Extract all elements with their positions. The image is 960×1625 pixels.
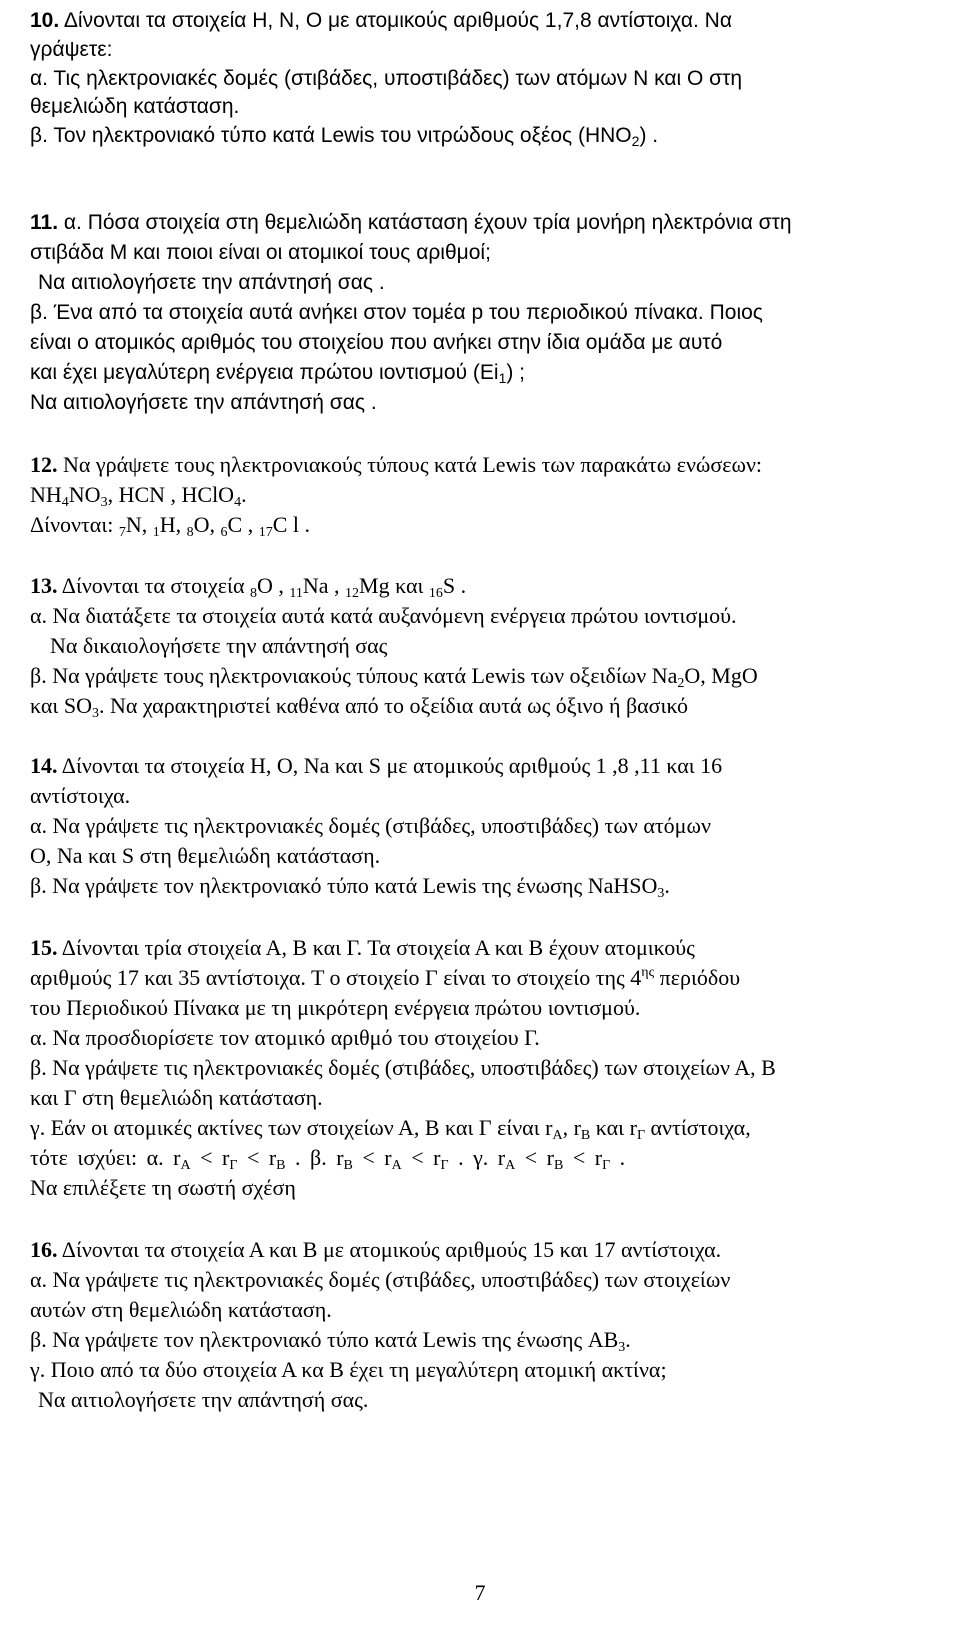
q10-line-4: θεμελιώδη κατάσταση. xyxy=(30,95,240,118)
page-number: 7 xyxy=(474,1580,486,1605)
question-number: 16. xyxy=(30,1237,58,1262)
q15-options: τότε ισχύει: α. $r_A < r_\Gamma < r_B$ . β. $r_B < r_A < r_\Gamma$ . γ. $r_A < r_B < r_\Gamma$ . xyxy=(30,1145,626,1173)
q15-line-3: του Περιοδικού Πίνακα με τη μικρότερη ενέργεια πρώτου ιοντισμού. xyxy=(30,995,641,1020)
q11-line-5: είναι ο ατομικός αριθμός του στοιχείου που ανήκει στην ίδια ομάδα με αυτό xyxy=(30,331,723,354)
q15-line-9: Να επιλέξετε τη σωστή σχέση xyxy=(30,1175,296,1200)
q14-line-5: β. Να γράψετε τον ηλεκτρονιακό τύπο κατά Lewis της ένωσης NaHSO$_3$. xyxy=(30,873,670,901)
question-number: 14. xyxy=(30,753,58,778)
q14-line-1: 14. Δίνονται τα στοιχεία Η, Ο, Na και S με ατομικούς αριθμούς 1 ,8 ,11 και 16 xyxy=(30,753,723,778)
q12-line-1: 12. Να γράψετε τους ηλεκτρονιακούς τύπους κατά Lewis των παρακάτω ενώσεων: xyxy=(30,452,763,477)
q13-line-5: και $SO_3$. Να χαρακτηριστεί καθένα από το οξείδια αυτά ως όξινο ή βασικό xyxy=(30,693,689,721)
q11-line-2: στιβάδα Μ και ποιοι είναι οι ατομικοί τους αριθμοί; xyxy=(30,241,491,264)
q13-line-2: α. Να διατάξετε τα στοιχεία αυτά κατά αυξανόμενη ενέργεια πρώτου ιοντισμού. xyxy=(30,603,737,628)
q16-line-6: Να αιτιολογήσετε την απάντησή σας. xyxy=(38,1387,369,1412)
q12-compounds: $NH_4NO_3$, HCN , HClO$_4$. xyxy=(30,482,247,510)
q16-line-3: αυτών στη θεμελιώδη κατάσταση. xyxy=(30,1297,332,1322)
q14-line-2: αντίστοιχα. xyxy=(30,783,131,808)
q10-line-3: α. Τις ηλεκτρονιακές δομές (στιβάδες, υποστιβάδες) των ατόμων Ν και Ο στη xyxy=(30,67,743,90)
q11-line-6: και έχει μεγαλύτερη ενέργεια πρώτου ιοντισμού $(Ei_1)$ ; xyxy=(30,361,526,386)
q15-line-5: β. Να γράψετε τις ηλεκτρονιακές δομές (στιβάδες, υποστιβάδες) των στοιχείων Α, Β xyxy=(30,1055,776,1080)
q12-given: Δίνονται: $_7$N, $_1$H, $_8$O, $_6$C , $_{17}$C l . xyxy=(30,512,311,540)
q16-line-4: β. Να γράψετε τον ηλεκτρονιακό τύπο κατά Lewis της ένωσης $AB_3$. xyxy=(30,1327,631,1355)
question-number: 13. xyxy=(30,573,58,598)
question-number: 11. xyxy=(30,211,59,234)
q11-line-3: Να αιτιολογήσετε την απάντησή σας . xyxy=(38,271,385,294)
q16-line-5: γ. Ποιο από τα δύο στοιχεία Α κα Β έχει τη μεγαλύτερη ατομική ακτίνα; xyxy=(30,1357,667,1382)
q15-line-2: αριθμούς 17 και 35 αντίστοιχα. Τ ο στοιχείο Γ είναι το στοιχείο της $4^{\eta\varsigma}$ περιόδου xyxy=(30,965,741,990)
q13-line-3: Να δικαιολογήσετε την απάντησή σας xyxy=(50,633,388,658)
q16-line-2: α. Να γράψετε τις ηλεκτρονιακές δομές (στιβάδες, υποστιβάδες) των στοιχείων xyxy=(30,1267,731,1292)
q14-line-4: Ο, Na και S στη θεμελιώδη κατάσταση. xyxy=(30,843,381,868)
q15-line-6: και Γ στη θεμελιώδη κατάσταση. xyxy=(30,1085,323,1110)
q10-line-5: β. Τον ηλεκτρονιακό τύπο κατά Lewis του νιτρώδους οξέος $(HNO_2)$ . xyxy=(30,124,659,149)
q15-line-1: 15. Δίνονται τρία στοιχεία Α, Β και Γ. Τα στοιχεία Α και Β έχουν ατομικούς xyxy=(30,935,695,960)
q13-line-4: β. Να γράψετε τους ηλεκτρονιακούς τύπους κατά Lewis των οξειδίων $Na_2O$, MgO xyxy=(30,663,758,691)
question-number: 10. xyxy=(30,9,60,32)
q15-line-7: γ. Εάν οι ατομικές ακτίνες των στοιχείων Α, Β και Γ είναι $r_A$, $r_B$ και $r_\Gamma$ αντίστοιχα, xyxy=(30,1115,751,1143)
question-number: 12. xyxy=(30,452,58,477)
q13-line-1: 13. Δίνονται τα στοιχεία $_8$O , $_{11}$Na , $_{12}$Mg και $_{16}$S . xyxy=(30,573,467,601)
q11-line-7: Να αιτιολογήσετε την απάντησή σας . xyxy=(30,391,377,414)
q11-line-1: 11. α. Πόσα στοιχεία στη θεμελιώδη κατάσταση έχουν τρία μονήρη ηλεκτρόνια στη xyxy=(30,211,792,234)
q16-line-1: 16. Δίνονται τα στοιχεία Α και Β με ατομικούς αριθμούς 15 και 17 αντίστοιχα. xyxy=(30,1237,722,1262)
q11-line-4: β. Ένα από τα στοιχεία αυτά ανήκει στον τομέα p του περιοδικού πίνακα. Ποιος xyxy=(30,301,763,324)
q10-line-2: γράψετε: xyxy=(30,38,113,61)
q14-line-3: α. Να γράψετε τις ηλεκτρονιακές δομές (στιβάδες, υποστιβάδες) των ατόμων xyxy=(30,813,711,838)
q15-line-4: α. Να προσδιορίσετε τον ατομικό αριθμό του στοιχείου Γ. xyxy=(30,1025,540,1050)
q10-line-1: 10. Δίνονται τα στοιχεία Η, Ν, Ο με ατομικούς αριθμούς 1,7,8 αντίστοιχα. Να xyxy=(30,9,732,32)
question-number: 15. xyxy=(30,935,58,960)
